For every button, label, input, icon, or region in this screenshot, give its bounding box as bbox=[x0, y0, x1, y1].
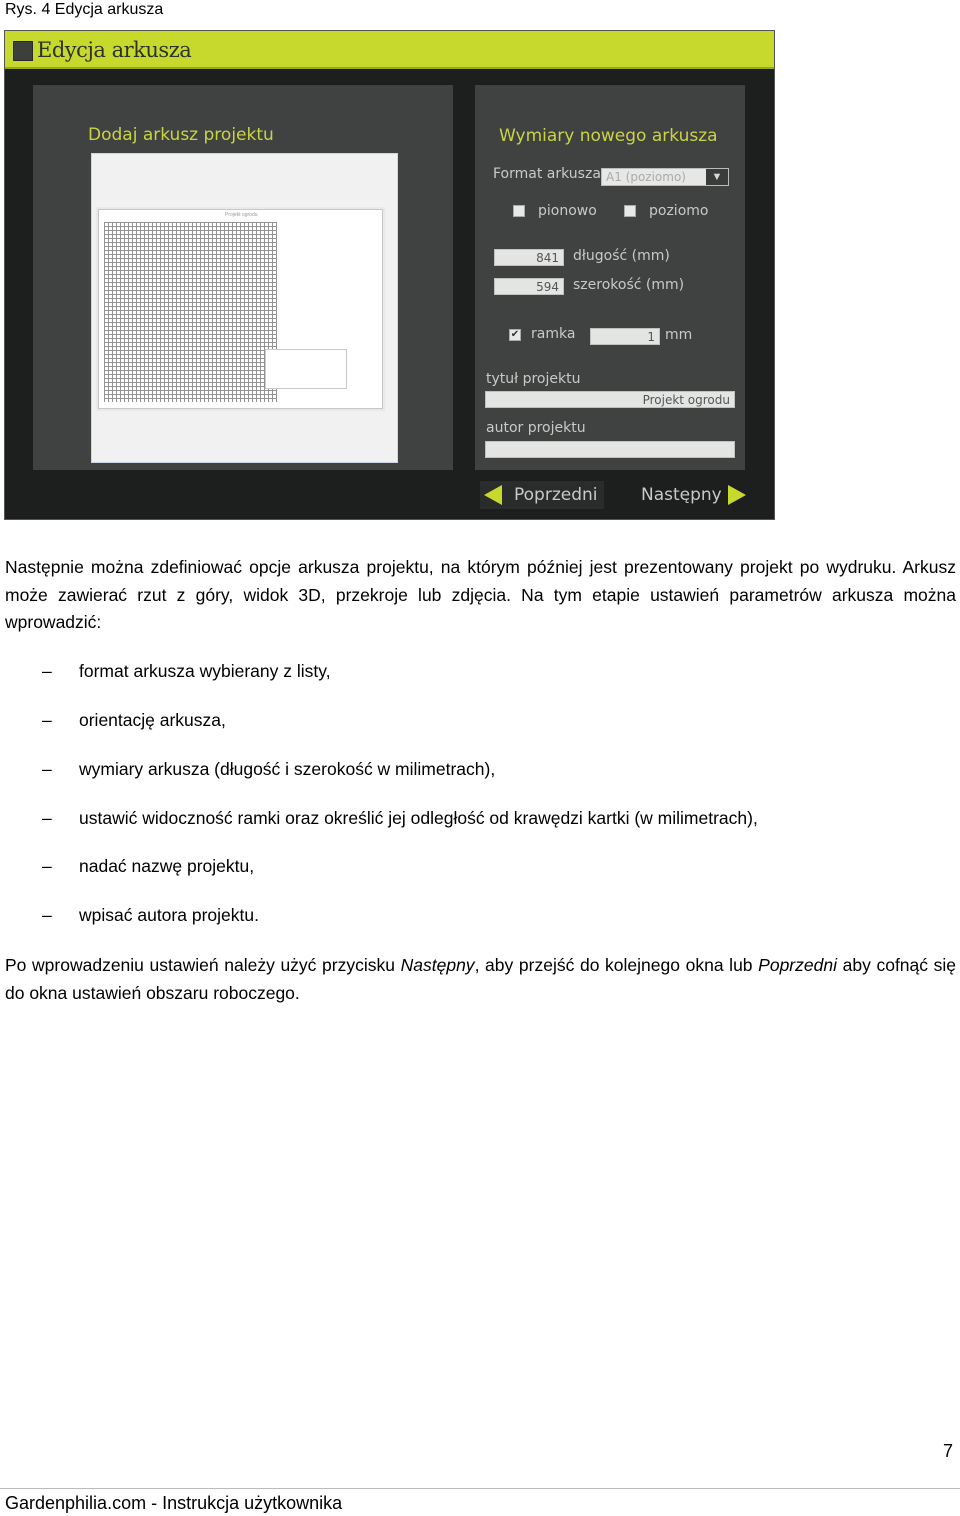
arrow-left-icon bbox=[484, 485, 502, 505]
outro-text: , aby przejść do kolejnego okna lub bbox=[474, 955, 759, 975]
author-label: autor projektu bbox=[486, 420, 586, 436]
arrow-right-icon bbox=[728, 485, 746, 505]
left-panel-title: Dodaj arkusz projektu bbox=[88, 125, 274, 145]
format-select-value: A1 (poziomo) bbox=[606, 170, 686, 184]
figure-caption: Rys. 4 Edycja arkusza bbox=[5, 1, 164, 18]
chevron-down-icon[interactable]: ▼ bbox=[706, 169, 728, 185]
sheet-thumbnail-title: Projekt ogrodu bbox=[225, 212, 258, 218]
list-item-text: nadać nazwę projektu, bbox=[79, 856, 255, 876]
format-label: Format arkusza bbox=[493, 166, 601, 182]
next-button-reference: Następny bbox=[400, 955, 475, 975]
window-square-icon bbox=[13, 41, 33, 61]
page-number: 7 bbox=[943, 1441, 954, 1461]
window-title: Edycja arkusza bbox=[37, 38, 192, 62]
landscape-checkbox[interactable] bbox=[624, 205, 636, 217]
format-select[interactable] bbox=[601, 168, 729, 186]
portrait-label: pionowo bbox=[538, 203, 597, 219]
list-dash: – bbox=[42, 759, 52, 779]
previous-button-label: Poprzedni bbox=[514, 485, 598, 505]
length-label: długość (mm) bbox=[573, 248, 670, 264]
portrait-checkbox[interactable] bbox=[513, 205, 525, 217]
list-dash: – bbox=[42, 710, 52, 730]
frame-margin-input[interactable]: 1 bbox=[590, 328, 660, 345]
intro-paragraph: Następnie można zdefiniować opcje arkusza projektu, na którym później jest prezentowany projekt po wydruku. Arkusz może zawierać rzut z góry, widok 3D, przekroje lub zdjęcia. Na tym etapie ustawień parametrów arkusza można wprowadzić: bbox=[5, 557, 956, 632]
author-input[interactable] bbox=[485, 441, 735, 458]
list-dash: – bbox=[42, 661, 52, 681]
outro-text: aby cofnąć się do okna ustawień obszaru roboczego. bbox=[5, 955, 957, 1003]
footer-text: Gardenphilia.com - Instrukcja użytkownika bbox=[5, 1493, 343, 1513]
next-button[interactable] bbox=[638, 481, 750, 509]
frame-checkbox[interactable]: ✔ bbox=[510, 329, 520, 340]
right-panel-title: Wymiary nowego arkusza bbox=[499, 126, 718, 146]
list-dash: – bbox=[42, 856, 52, 876]
window-title-bar bbox=[5, 31, 774, 69]
next-button-label: Następny bbox=[641, 485, 722, 505]
length-input[interactable]: 841 bbox=[494, 249, 564, 266]
list-dash: – bbox=[42, 905, 52, 925]
add-sheet-panel bbox=[33, 85, 453, 470]
outro-text: Po wprowadzeniu ustawień należy użyć przycisku bbox=[5, 955, 401, 975]
sheet-grid bbox=[104, 222, 277, 402]
sheet-dimensions-panel bbox=[475, 85, 745, 470]
frame-unit: mm bbox=[665, 327, 693, 343]
width-label: szerokość (mm) bbox=[573, 277, 685, 293]
outro-paragraph bbox=[5, 952, 956, 1007]
sheet-editor-screenshot bbox=[4, 30, 775, 520]
list-item-text: format arkusza wybierany z listy, bbox=[79, 661, 331, 681]
footer-divider bbox=[0, 1488, 960, 1489]
list-item-text: wymiary arkusza (długość i szerokość w milimetrach), bbox=[79, 759, 496, 779]
landscape-label: poziomo bbox=[649, 203, 709, 219]
list-item-text: orientację arkusza, bbox=[79, 710, 226, 730]
frame-label: ramka bbox=[531, 326, 576, 342]
sheet-preview[interactable] bbox=[91, 153, 398, 463]
project-title-input[interactable]: Projekt ogrodu bbox=[485, 391, 735, 408]
list-dash: – bbox=[42, 808, 52, 828]
previous-button-reference: Poprzedni bbox=[758, 955, 837, 975]
list-item-text: ustawić widoczność ramki oraz określić jej odległość od krawędzi kartki (w milimetrach), bbox=[79, 808, 758, 828]
width-input[interactable]: 594 bbox=[494, 278, 564, 295]
title-block bbox=[265, 349, 347, 389]
sheet-thumbnail bbox=[98, 209, 383, 409]
project-title-label: tytuł projektu bbox=[486, 371, 581, 387]
list-item-text: wpisać autora projektu. bbox=[79, 905, 259, 925]
previous-button[interactable] bbox=[480, 481, 604, 509]
